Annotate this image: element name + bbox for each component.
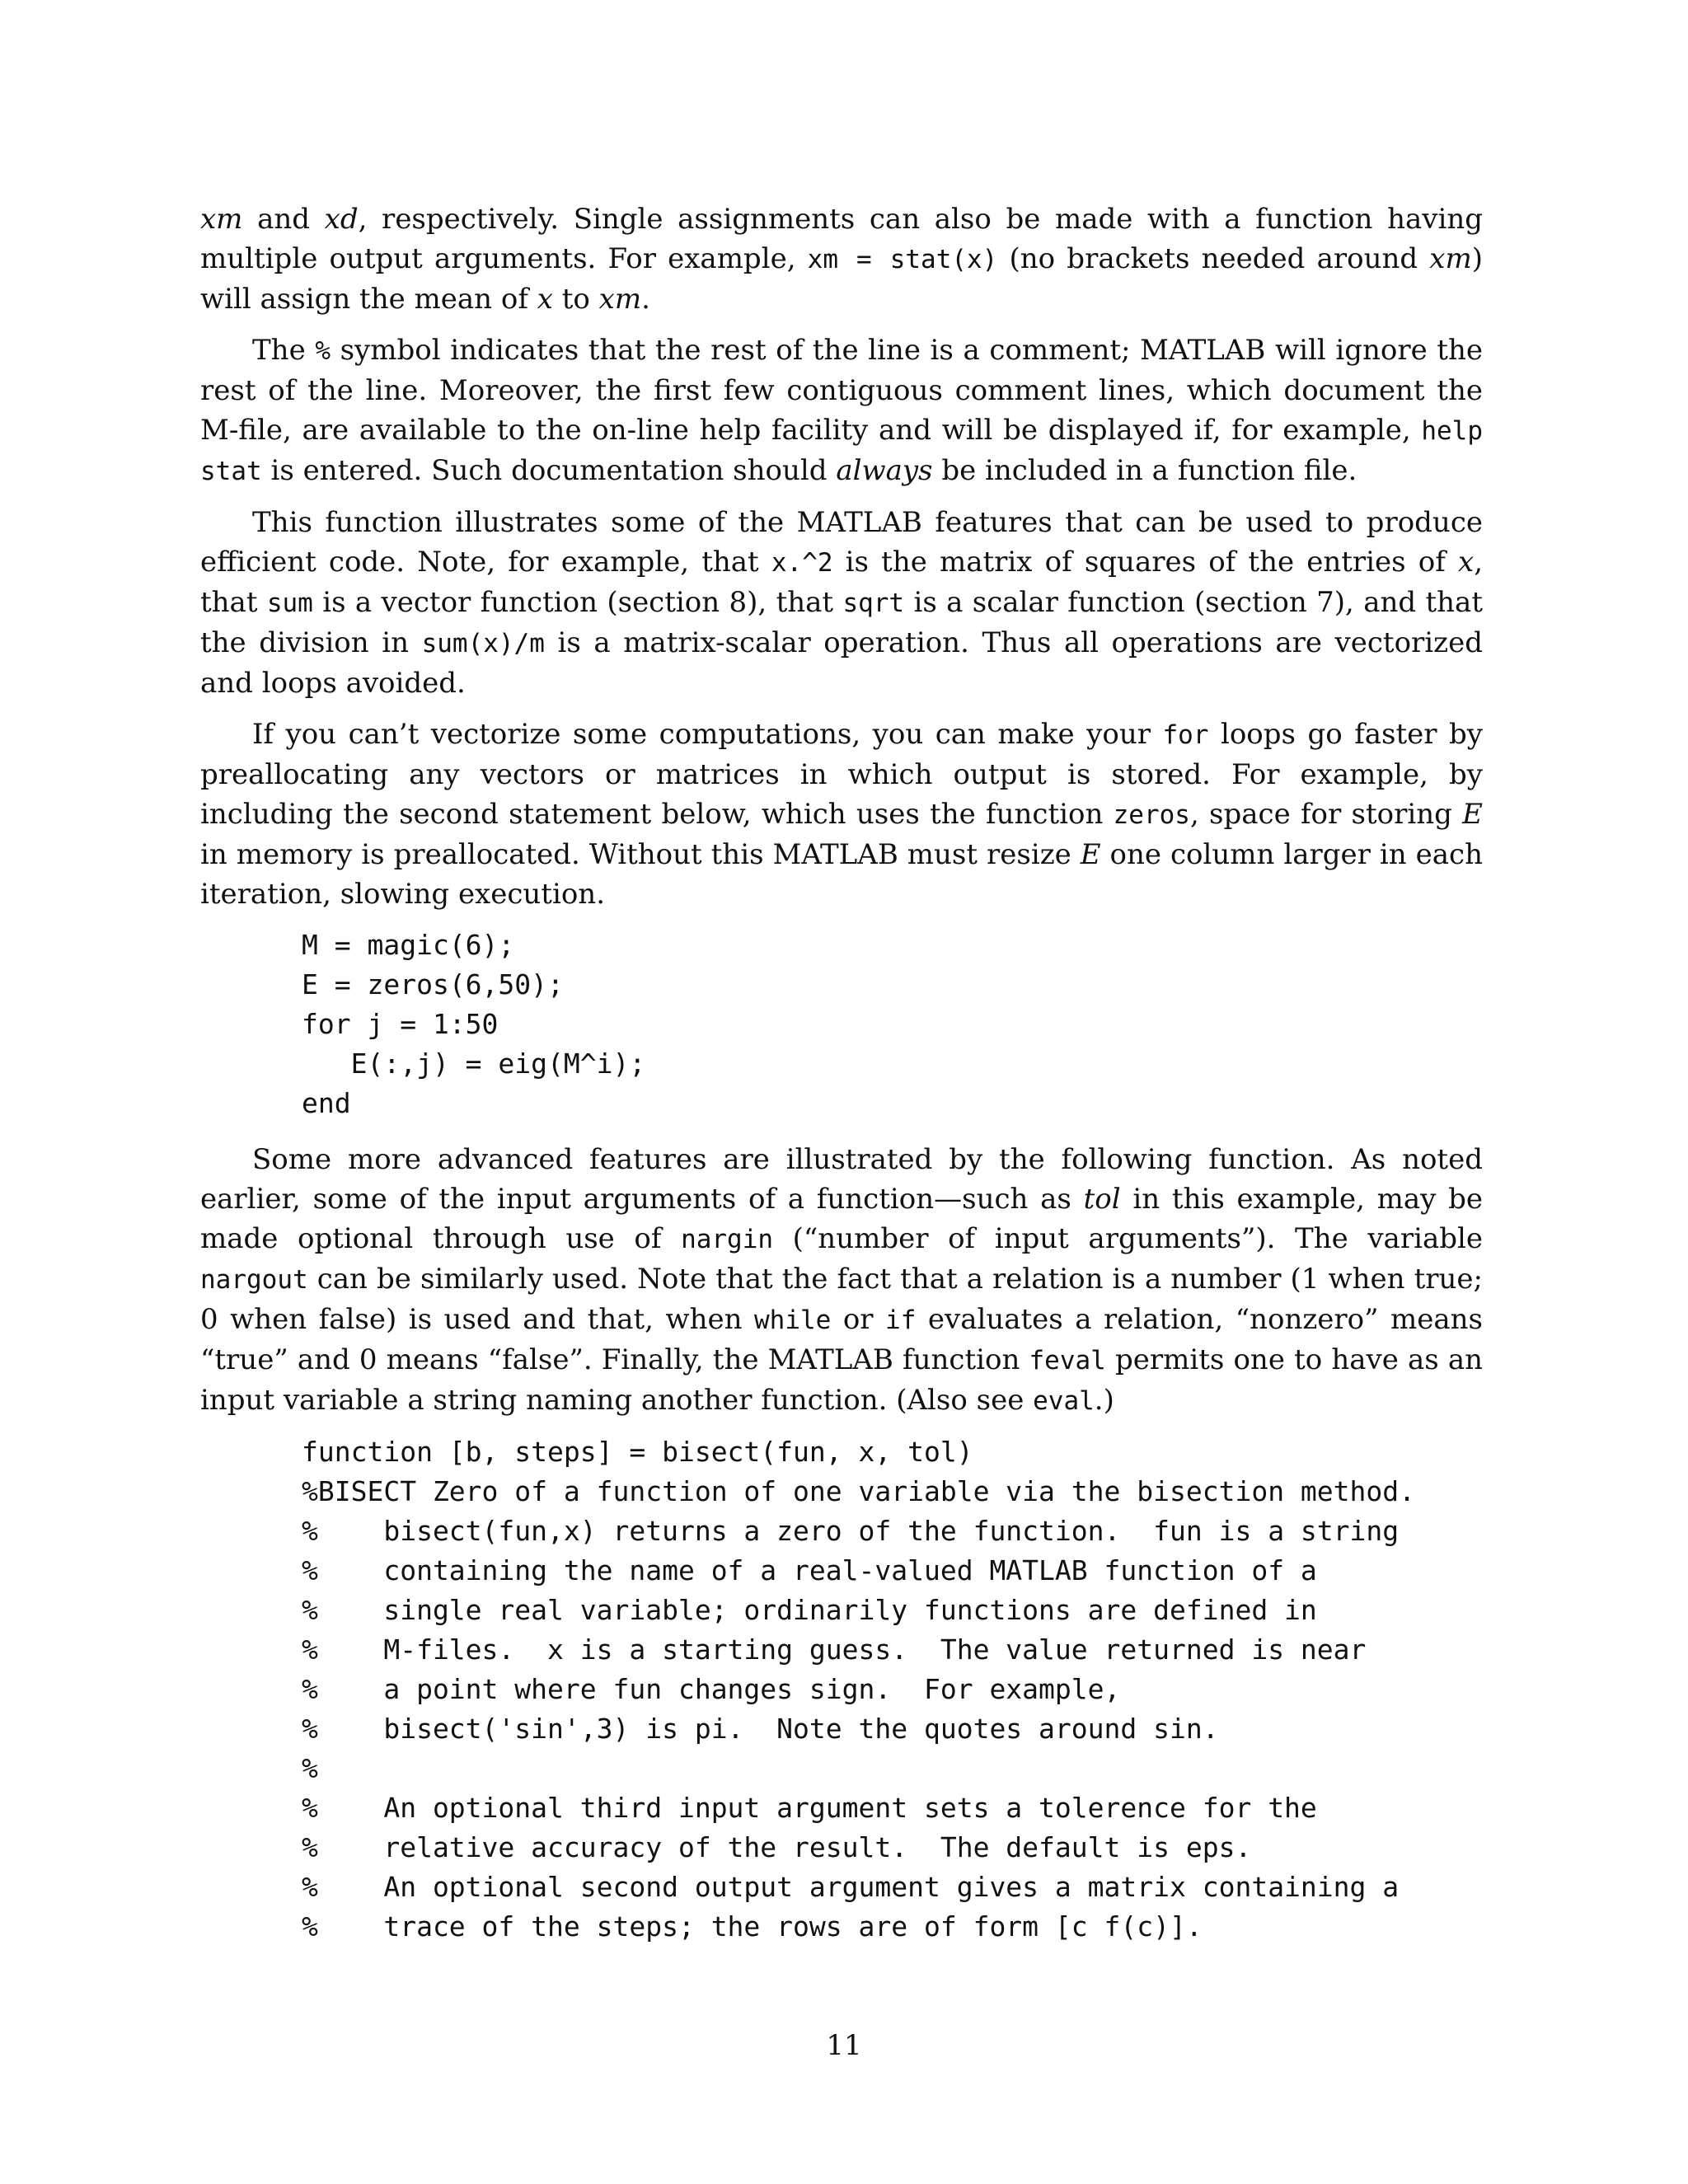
code-line: E(:,j) = eig(M^i);: [302, 1047, 646, 1080]
text-run: , respectively. Single assignments can also be made with a function having multiple output arguments. For example,: [200, 203, 1483, 275]
code-line: % trace of the steps; the rows are of form [c f(c)].: [302, 1910, 1203, 1943]
code-line: M = magic(6);: [302, 929, 515, 961]
text-run: .: [641, 283, 650, 316]
text-run: and: [242, 203, 325, 236]
text-run: This function illustrates some of the MATLAB features that can be used to produce efficient code. Note, for example, that: [200, 506, 1483, 579]
text-run: or: [831, 1303, 886, 1336]
text-run: is the matrix of squares of the entries of: [832, 546, 1458, 579]
var-xd: xd: [324, 203, 359, 236]
paragraph-5: [200, 1140, 1483, 1421]
code-line: %: [302, 1752, 318, 1784]
text-run: permits one to have as an input variable a string naming another function. (Also see: [200, 1343, 1483, 1417]
var-x: x: [537, 283, 553, 316]
text-run: be included in a function file.: [932, 454, 1357, 487]
inline-code: eval: [1033, 1386, 1095, 1416]
inline-code: sum: [266, 588, 313, 618]
inline-code: while: [754, 1305, 832, 1335]
var-xm: xm: [200, 203, 243, 236]
text-run: in this example, may be made optional through use of: [200, 1183, 1483, 1255]
inline-code: feval: [1029, 1346, 1106, 1376]
inline-code: xm = stat(x): [807, 245, 998, 274]
var-xm: xm: [1429, 242, 1472, 275]
text-run: , that: [200, 546, 1483, 619]
var-E: E: [1462, 798, 1483, 831]
text-run: Some more advanced features are illustrated by the following function. As noted earlier, some of the input arguments of a function—such as: [200, 1143, 1483, 1216]
code-block-bisect: [302, 1432, 1483, 1947]
code-line: for j = 1:50: [302, 1008, 499, 1040]
text-run: is a vector function (section 8), that: [312, 586, 843, 619]
inline-code: zeros: [1113, 800, 1190, 830]
inline-code: for: [1162, 720, 1209, 750]
text-run: in memory is preallocated. Without this MATLAB must resize: [200, 838, 1081, 871]
code-line: % M-files. x is a starting guess. The value returned is near: [302, 1633, 1367, 1666]
text-run: is a scalar function (section 7), and that the division in: [200, 586, 1483, 659]
inline-code: sum(x)/m: [421, 629, 545, 658]
text-run: loops go faster by preallocating any vectors or matrices in which output is stored. For example, by including the second statement below, which uses the function: [200, 718, 1483, 831]
text-run: (no brackets needed around: [997, 242, 1430, 275]
text-run: is a matrix-scalar operation. Thus all operations are vectorized and loops avoided.: [200, 626, 1483, 700]
code-line: %BISECT Zero of a function of one variable via the bisection method.: [302, 1475, 1416, 1507]
code-line: % bisect(fun,x) returns a zero of the function. fun is a string: [302, 1515, 1400, 1547]
var-x: x: [1458, 546, 1475, 579]
inline-code: help stat: [200, 416, 1483, 486]
text-run: is entered. Such documentation should: [261, 454, 837, 487]
emphasis: always: [836, 454, 933, 487]
inline-code: %: [315, 336, 331, 366]
text-run: (“number of input arguments”). The variable: [773, 1222, 1483, 1255]
text-run: , space for storing: [1189, 798, 1463, 831]
page-number: 11: [826, 2029, 862, 2062]
code-line: % single real variable; ordinarily functions are defined in: [302, 1594, 1317, 1626]
inline-code: nargin: [681, 1225, 774, 1254]
paragraph-2: [200, 330, 1483, 491]
inline-code: if: [885, 1305, 917, 1335]
code-line: % An optional second output argument gives a matrix containing a: [302, 1871, 1400, 1903]
var-tol: tol: [1083, 1183, 1121, 1216]
code-line: % a point where fun changes sign. For example,: [302, 1673, 1121, 1705]
code-line: end: [302, 1087, 351, 1119]
paragraph-1: [200, 199, 1483, 319]
text-run: symbol indicates that the rest of the line is a comment; MATLAB will ignore the rest of the line. Moreover, the first few contiguous comment lines, which document the M-file, are available to the on-line help facility and will be displayed if, for example,: [200, 334, 1483, 447]
text-run: can be similarly used. Note that the fact that a relation is a number (1 when true; 0 when false) is used and that, when: [200, 1263, 1483, 1336]
text-run: ) will assign the mean of: [200, 242, 1483, 316]
inline-code: nargout: [200, 1265, 308, 1295]
code-line: % relative accuracy of the result. The default is eps.: [302, 1831, 1252, 1863]
text-run: evaluates a relation, “nonzero” means “true” and 0 means “false”. Finally, the MATLAB function: [200, 1303, 1483, 1376]
text-run: one column larger in each iteration, slowing execution.: [200, 838, 1483, 911]
code-line: % bisect('sin',3) is pi. Note the quotes around sin.: [302, 1713, 1219, 1745]
var-E: E: [1080, 838, 1101, 871]
inline-code: x.^2: [771, 548, 833, 578]
inline-code: sqrt: [842, 588, 905, 618]
code-block-preallocation: [302, 926, 1483, 1123]
code-line: E = zeros(6,50);: [302, 968, 564, 1001]
page-body: [200, 199, 1483, 1963]
text-run: If you can’t vectorize some computations, you can make your: [252, 718, 1163, 751]
code-line: % containing the name of a real-valued MATLAB function of a: [302, 1554, 1317, 1586]
text-run: .): [1094, 1384, 1114, 1417]
var-xm: xm: [598, 283, 642, 316]
text-run: The: [252, 334, 316, 367]
text-run: to: [552, 283, 599, 316]
code-line: % An optional third input argument sets a tolerence for the: [302, 1792, 1317, 1824]
paragraph-4: [200, 715, 1483, 914]
paragraph-3: [200, 503, 1483, 703]
code-line: function [b, steps] = bisect(fun, x, tol): [302, 1436, 973, 1468]
